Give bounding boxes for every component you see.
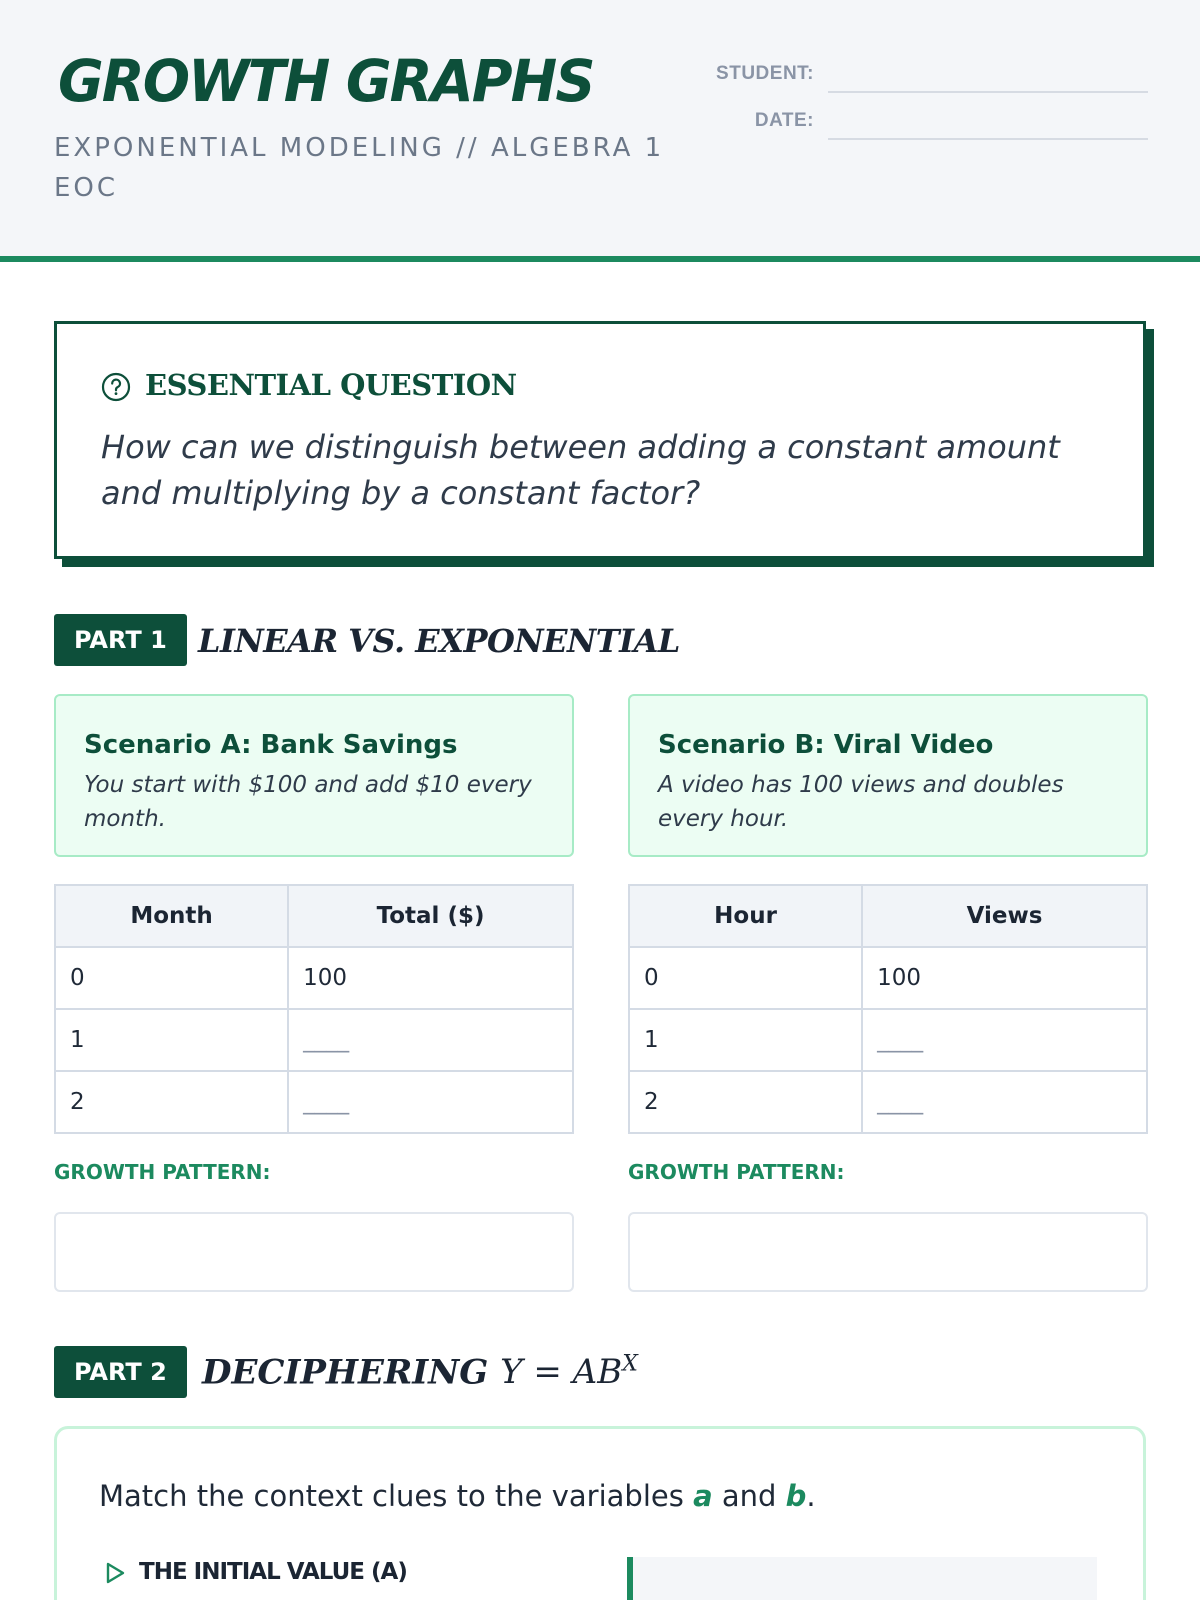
table-b-answer-blank[interactable]: ____ <box>862 1009 1147 1071</box>
student-name-line[interactable] <box>828 91 1148 93</box>
essential-question-box <box>54 321 1146 559</box>
growth-pattern-label-b: GROWTH PATTERN: <box>628 1160 845 1184</box>
growth-pattern-answer-b[interactable] <box>628 1212 1148 1292</box>
instructions-and: and <box>721 1479 777 1513</box>
table-b-cell: 2 <box>629 1071 862 1133</box>
scenario-b-card <box>628 694 1148 857</box>
table-row <box>55 1071 573 1133</box>
table-a-cell: 100 <box>288 947 573 1009</box>
variable-a: a <box>693 1479 713 1513</box>
scenario-a-description: You start with $100 and add $10 every month. <box>84 772 532 832</box>
table-a-cell: 1 <box>55 1009 288 1071</box>
scenario-b-description: A video has 100 views and doubles every hour. <box>658 772 1064 832</box>
table-row <box>629 1071 1147 1133</box>
play-triangle-icon <box>103 1561 127 1585</box>
part2-instructions <box>99 1479 816 1513</box>
instructions-period: . <box>806 1479 816 1513</box>
table-a-header-month: Month <box>55 885 288 947</box>
question-circle-icon <box>101 372 131 402</box>
scenario-b-title: Scenario B: Viral Video <box>658 730 994 760</box>
formula-exponent: X <box>622 1352 638 1377</box>
table-b-cell: 1 <box>629 1009 862 1071</box>
growth-pattern-label-a: GROWTH PATTERN: <box>54 1160 271 1184</box>
table-b-answer-blank[interactable]: ____ <box>862 1071 1147 1133</box>
initial-value-clue-label: THE INITIAL VALUE (A) <box>139 1559 407 1585</box>
worksheet-title: GROWTH GRAPHS <box>58 47 594 115</box>
growth-pattern-answer-a[interactable] <box>54 1212 574 1292</box>
table-viral-video <box>628 884 1148 1134</box>
table-a-cell: 0 <box>55 947 288 1009</box>
table-row <box>55 947 573 1009</box>
table-a-cell: 2 <box>55 1071 288 1133</box>
worksheet-subtitle: EXPONENTIAL MODELING // ALGEBRA 1 EOC <box>54 133 665 203</box>
variable-b: b <box>785 1479 807 1513</box>
table-b-cell: 100 <box>862 947 1147 1009</box>
essential-question-text: How can we distinguish between adding a constant amount and multiplying by a constant factor? <box>101 428 1060 512</box>
scenario-a-card <box>54 694 574 857</box>
scenario-a-title: Scenario A: Bank Savings <box>84 730 458 760</box>
table-row <box>55 1009 573 1071</box>
table-row <box>629 1009 1147 1071</box>
student-label: STUDENT: <box>716 63 814 84</box>
table-bank-savings <box>54 884 574 1134</box>
date-label: DATE: <box>754 110 814 131</box>
initial-value-answer-box[interactable] <box>627 1557 1097 1600</box>
table-a-header-total: Total ($) <box>288 885 573 947</box>
worksheet-header <box>0 0 1200 262</box>
table-b-header-hour: Hour <box>629 885 862 947</box>
part2-title-word: DECIPHERING <box>202 1352 489 1393</box>
part1-badge: PART 1 <box>54 614 187 666</box>
date-line[interactable] <box>828 138 1148 140</box>
table-a-answer-blank[interactable]: ____ <box>288 1071 573 1133</box>
table-a-answer-blank[interactable]: ____ <box>288 1009 573 1071</box>
part2-title <box>202 1352 638 1392</box>
part1-title: LINEAR VS. EXPONENTIAL <box>198 622 680 660</box>
table-row <box>629 947 1147 1009</box>
formula-base: Y = AB <box>500 1352 623 1393</box>
instructions-text: Match the context clues to the variables <box>99 1479 684 1513</box>
table-b-header-views: Views <box>862 885 1147 947</box>
part2-title-formula <box>500 1352 638 1392</box>
essential-question-heading: ESSENTIAL QUESTION <box>145 368 517 402</box>
table-b-cell: 0 <box>629 947 862 1009</box>
part2-box <box>54 1426 1146 1600</box>
part2-badge: PART 2 <box>54 1346 187 1398</box>
